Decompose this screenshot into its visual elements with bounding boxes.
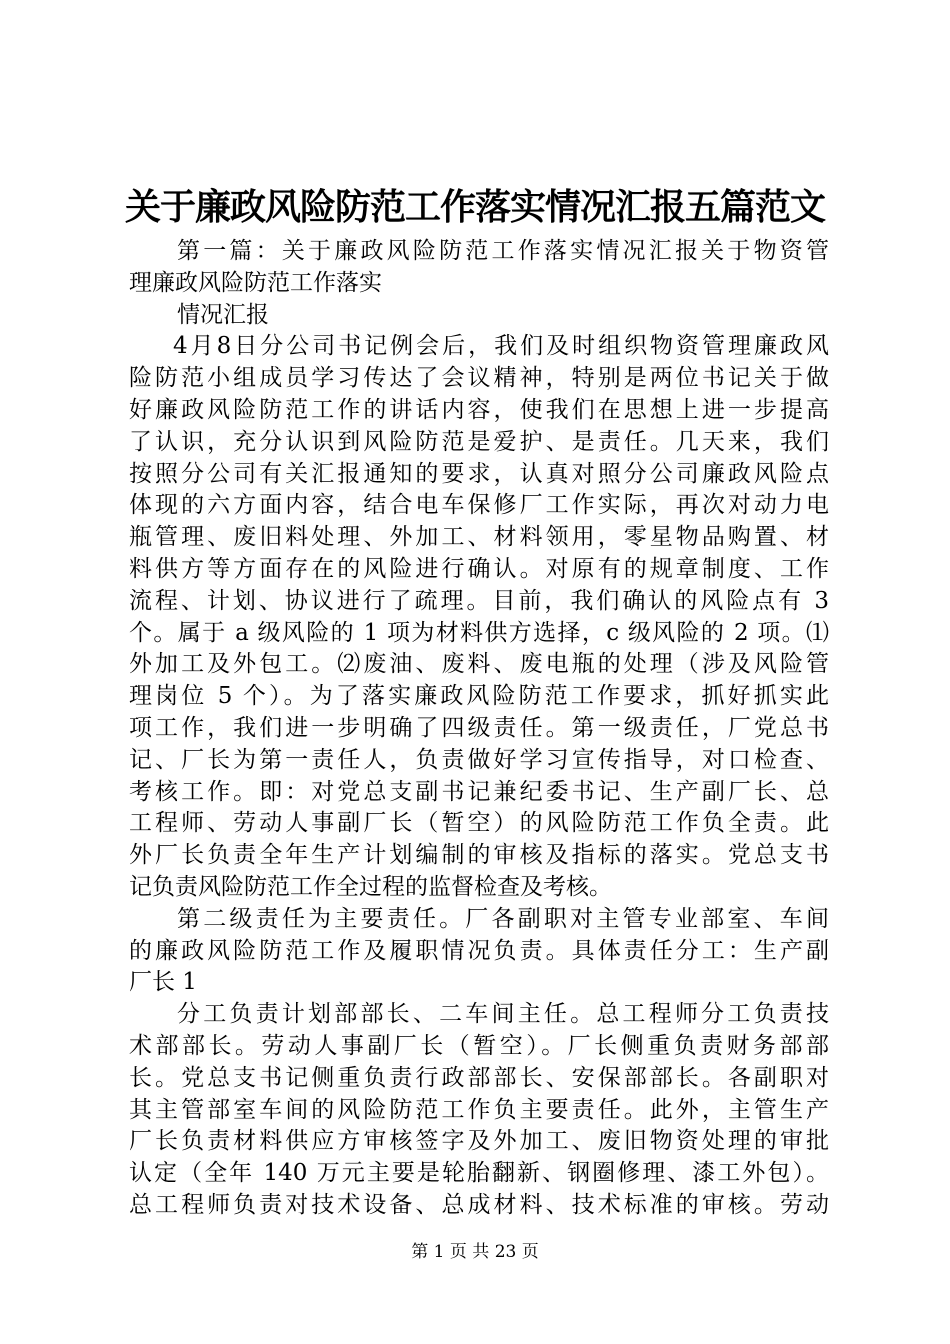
text-line: 了认识，充分认识到风险防范是爱护、是责任。几天来，我们 (129, 428, 829, 455)
text-line: 情况汇报 (177, 301, 269, 328)
text-line: 外加工及外包工。⑵废油、废料、废电瓶的处理（涉及风险管 (129, 651, 829, 678)
text-line: 项工作，我们进一步明确了四级责任。第一级责任，厂党总书 (129, 714, 829, 741)
text-line: 理廉政风险防范工作落实 (129, 269, 382, 296)
text-line: 记、厂长为第一责任人，负责做好学习宣传指导，对口检查、 (129, 746, 829, 773)
text-line: 分工负责计划部部长、二车间主任。总工程师分工负责技 (177, 1001, 829, 1028)
text-line: 好廉政风险防范工作的讲话内容，使我们在思想上进一步提高 (129, 396, 829, 423)
text-line: 外厂长负责全年生产计划编制的审核及指标的落实。党总支书 (129, 842, 829, 869)
text-line: 记负责风险防范工作全过程的监督检查及考核。 (129, 873, 612, 900)
text-line: 险防范小组成员学习传达了会议精神，特别是两位书记关于做 (129, 365, 829, 392)
text-line: 按照分公司有关汇报通知的要求，认真对照分公司廉政风险点 (129, 460, 829, 487)
text-line: 瓶管理、废旧料处理、外加工、材料领用，零星物品购置、材 (129, 524, 829, 551)
text-line: 第二级责任为主要责任。厂各副职对主管专业部室、车间 (177, 905, 829, 932)
text-line: 4月8日分公司书记例会后，我们及时组织物资管理廉政风 (173, 333, 829, 360)
text-line: 总工程师负责对技术设备、总成材料、技术标准的审核。劳动 (129, 1191, 829, 1218)
text-line: 术部部长。劳动人事副厂长（暂空）。厂长侧重负责财务部部 (129, 1032, 829, 1059)
text-line: 其主管部室车间的风险防范工作负主要责任。此外，主管生产 (129, 1096, 829, 1123)
text-line: 个。属于 a 级风险的 1 项为材料供方选择，c 级风险的 2 项。⑴ (129, 619, 829, 646)
text-line: 流程、计划、协议进行了疏理。目前，我们确认的风险点有 3 (129, 587, 829, 614)
page-number-footer: 第 1 页 共 23 页 (411, 1242, 539, 1262)
text-line: 长。党总支书记侧重负责行政部部长、安保部部长。各副职对 (129, 1064, 829, 1091)
text-line: 第一篇：关于廉政风险防范工作落实情况汇报关于物资管 (177, 238, 829, 264)
text-line: 厂长负责材料供应方审核签字及外加工、废旧物资处理的审批 (129, 1128, 829, 1155)
document-title: 关于廉政风险防范工作落实情况汇报五篇范文 (124, 187, 825, 228)
text-line: 料供方等方面存在的风险进行确认。对原有的规章制度、工作 (129, 555, 829, 582)
text-line: 的廉政风险防范工作及履职情况负责。具体责任分工：生产副 (129, 937, 829, 964)
text-line: 工程师、劳动人事副厂长（暂空）的风险防范工作负全责。此 (129, 810, 829, 837)
text-line: 理岗位 5 个）。为了落实廉政风险防范工作要求，抓好抓实此 (129, 683, 829, 710)
text-line: 认定（全年 140 万元主要是轮胎翻新、钢圈修理、漆工外包）。 (129, 1160, 829, 1187)
text-line: 厂长 1 (129, 969, 197, 996)
document-body (129, 236, 829, 1222)
text-line: 考核工作。即：对党总支副书记兼纪委书记、生产副厂长、总 (129, 778, 829, 805)
text-line: 体现的六方面内容，结合电车保修厂工作实际，再次对动力电 (129, 492, 829, 519)
